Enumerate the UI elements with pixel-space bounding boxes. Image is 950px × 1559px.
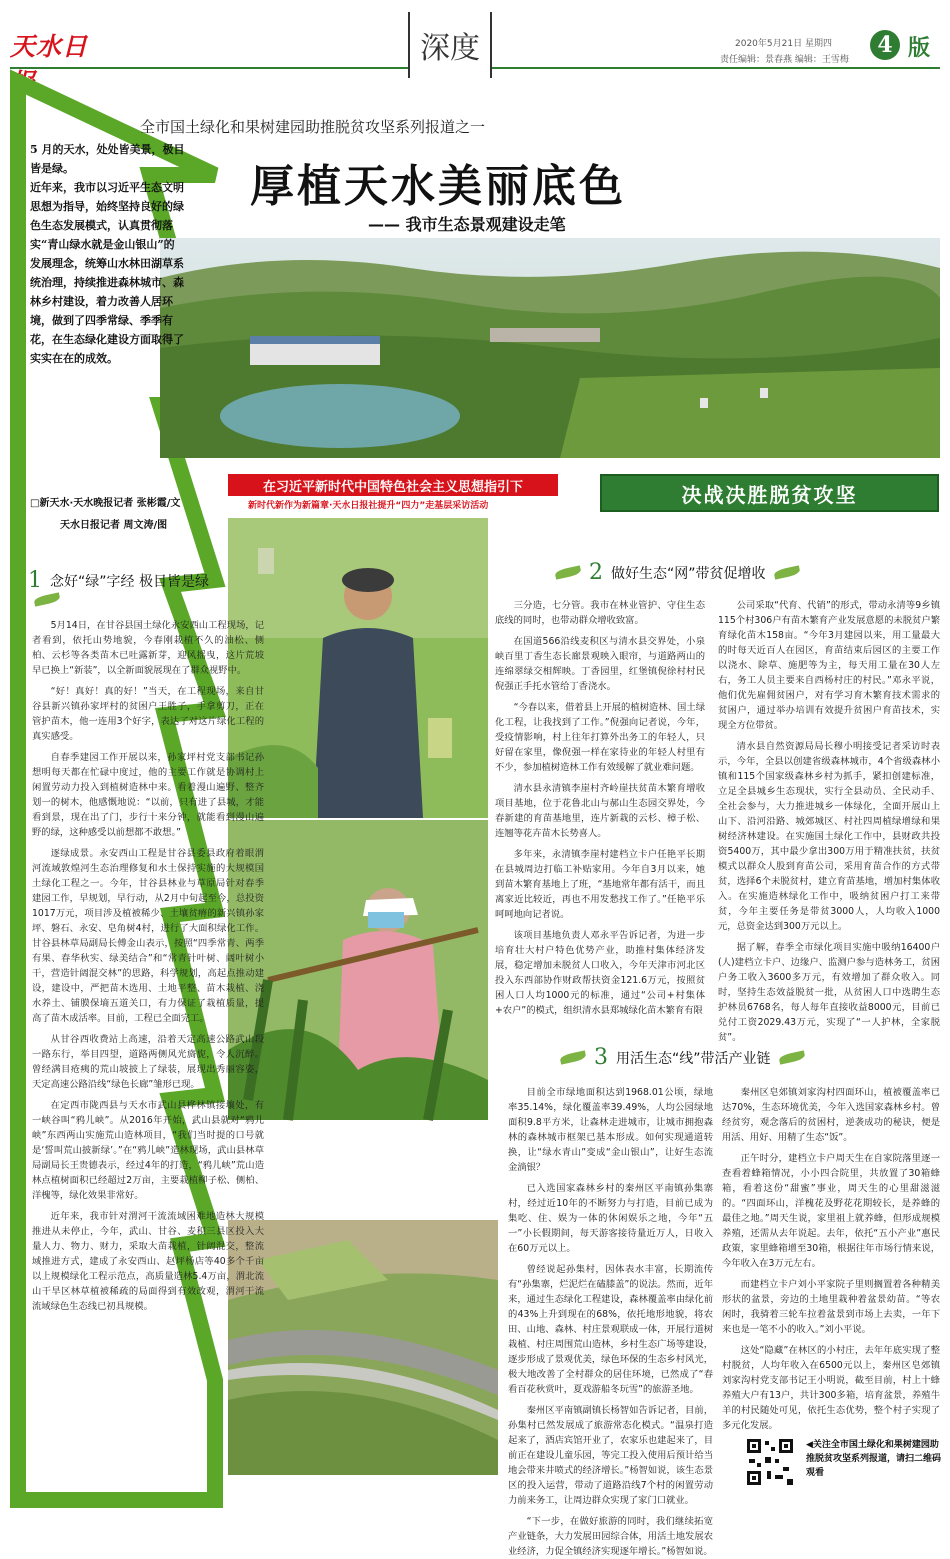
article-paragraph: 从甘谷西收费站上高速，沿着天定高速公路武山段一路东行，举目四望，道路两侧风光旖旎，令人沉醉。曾经满目疮痍的荒山坡披上了绿装，展现出秀丽容姿，天定高速公路沿线“绿色长廊”雏形已现。 — [32, 1034, 264, 1090]
article-paragraph: 这处“隐藏”在林区的小村庄，去年年底实现了整村脱贫，人均年收入在6500元以上，秦州区皂郊镇刘家沟村党支部书记王小明说，截至目前，村上十蜂养殖大户有13户，共计300多箱，培育盆景，养殖牛羊的村民随处可见，依托生态优势，整个村子实现了多元化发展。 — [722, 1345, 940, 1431]
issue-date: 2020年5月21日 星期四 — [735, 39, 832, 49]
series-title: 全市国土绿化和果树建园助推脱贫攻坚系列报道之一 — [140, 118, 486, 136]
section-number: 3 — [594, 1045, 608, 1070]
article-paragraph: 已入选国家森林乡村的秦州区平南镇孙集寨村，经过近10年的不断努力与打造，目前已成为集吃、住、娱为一体的休闲娱乐之地，今年“五一”小长假期间，每天游客接待量近万人，日收入在60万元以上。 — [508, 1183, 713, 1254]
qr-code-icon[interactable] — [745, 1437, 795, 1487]
article-paragraph: 清水县永清镇李崖村齐岭崖扶贫苗木繁育增收项目基地，位于花鲁北山与郝山生态园交界处，今春新建的育苗基地里，连片新栽的云杉、樟子松、连翘等花卉苗木长势喜人。 — [495, 783, 705, 839]
article-paragraph: 5月14日，在甘谷县国土绿化永安西山工程现场，记者看到，依托山势地貌，今春刚栽植不久的油松、侧柏、云杉等各类苗木已吐露新芽，迎风摇曳，这片荒坡早已换上“新装”，以全新面貌展现在了群众视野中。 — [32, 620, 264, 676]
section-number: 2 — [589, 560, 603, 585]
section-title: 做好生态“网”带贫促增收 — [611, 565, 766, 582]
farmer-photo — [228, 518, 488, 818]
landscape-photo — [160, 238, 940, 458]
leaf-icon — [773, 565, 800, 579]
article-paragraph: 在国道566沿线麦积区与清水县交界处，小泉峡百里丁香生态长廊景观映入眼帘，与道路两山的连绵翠绿交相辉映。丁香园里，红堡镇倪徐村村民倪强正手托水管给丁香浇水。 — [495, 636, 705, 692]
article-paragraph: 据了解，春季全市绿化项目实施中吸纳16400户(人)建档立卡户、边缘户、监测户参与造林务工，贫困户务工收入3600多万元，有效增加了群众收入。同时，坚持生态效益脱贫一批，从贫困人口中选聘生态护林员6768名，每人每年直接收益8000元，目前已兑付工资2029.43万元，实现了“一人护林，全家脱贫”。 — [718, 942, 940, 1043]
article-paragraph: 逐绿成景。永安西山工程是甘谷县委县政府着眼渭河流域敦煌河生态治理修复和水土保持实施的大规模国土绿化工程之一。今年，甘谷县林业与草原局针对春季建园工作，早规划，早行动，从2月中旬起至今，总投资1017万元，项目涉及植被稀少、土壤贫瘠的新兴镇孙家坪、磐石、永安、皂角树4村，进行了大面积绿化工作。甘谷县林草局副局长傅金山表示，按照“四季常青、两季有果、春华秋实、绿美结合”和“常青针叶树、阔叶树小干，营造针阔混交林”的思路，科学规划，高起点推动建设，建设中，严把苗木选用、土地平整、苗木栽植、浇水养土、铺膜保墒五道关口，有力保证了栽植质量，提高了苗木成活率。目前，工程已全面完工。 — [32, 848, 264, 1024]
section-number: 1 — [28, 568, 42, 593]
article-paragraph: 清水县自然资源局局长穆小明接受记者采访时表示，今年，全县以创建省级森林城市，4个省级森林小镇和115个国家级森林乡村为抓手，紧扣创建标准，立足全县城乡生态现状，实行全县动员、全民动手、全社会参与，大力推进城乡一体绿化，全面开展山上山下、沿河沿路、城郊城区、村社四周植绿增绿和果树经济林建设。在实施国土绿化工作中，县财政共投资5400万，其中最少拿出300万用于精准扶贫，扶贫模式以群众人股到育苗公司，采用育苗合作的方式带贫，选择6个未脱贫村，建立育苗基地，增加村集体收入。在实施造林绿化工作中，吸纳贫困户打工来带贫，今年主要任务是带贫3000人，人均收入1000元，总资金达到300万元以上。 — [718, 741, 940, 932]
article-paragraph: 目前全市绿地面积达到1968.01公顷，绿地率35.14%，绿化覆盖率39.49%，人均公园绿地面积9.8平方米，让森林走进城市，让城市拥抱森林的森林城市框架已基本形成。如何实现通道转换，让“绿水青山”变成“金山银山”，让好生态流金淌银？ — [508, 1087, 713, 1173]
sub-headline: —— 我市生态景观建设走笔 — [368, 215, 566, 234]
article-paragraph: 三分造，七分管。我市在林业管护、守住生态底线的同时，也带动群众增收致富。 — [495, 600, 705, 626]
section-2-header — [555, 560, 800, 585]
section-title: 用活生态“线”带活产业链 — [616, 1050, 771, 1067]
article-paragraph: 秦州区平南镇副镇长杨智如告诉记者，目前，孙集村已然发展成了旅游常态化模式。“温泉打造起来了，酒店宾馆开业了，农家乐也建起来了，目前正在建设儿童乐园，等完工投入使用后预计给当地会带来井喷式的经济增长。”杨智如说，该生态景区的投入运营，带动了道路沿线7个村的闲置劳动力前来务工，让周边群众实现了家门口就业。 — [508, 1405, 713, 1506]
article-paragraph: 正午时分，建档立卡户周天生在自家院落里逐一查看着蜂箱情况，小小四合院里，共放置了30箱蜂箱，看着这份“甜蜜”事业，周天生的心里甜滋滋的。“四面环山，洋槐花及野花花期较长，是养蜂的最佳之地。”周天生说，家里祖上就养蜂，但形成规模养殖，还需从去年说起。去年，依托“五小产业”惠民政策，家里蜂箱增至30箱，根据往年市场行情来说，今年收入在3万元左右。 — [722, 1153, 940, 1269]
leaf-icon — [778, 1050, 805, 1064]
poverty-banner: 决战决胜脱贫攻坚 — [600, 474, 939, 512]
article-column-3 — [718, 598, 940, 1043]
article-paragraph: 近年来，我市针对渭河干流流域困难地造林大规模推进从未停止，今年，武山、甘谷、麦积三县区投入大量人力、物力、财力，采取大苗栽植，针阔混交，整流域推进方式，建成了永安西山、赵坪杨店等40多个千亩以上规模绿化工程示范点，高质量造林5.4万亩，渭北流山干旱区林草植被稀疏的局面得到有效改观，渭河干流流域绿色生态线已初具规模。 — [32, 1211, 264, 1312]
byline — [30, 493, 180, 537]
section-3-header — [560, 1045, 805, 1070]
page-number-badge: 4 — [870, 30, 900, 60]
article-paragraph: 在定西市陇西县与天水市武山县桦林镇接壤处，有一峡谷叫“鸦儿峡”。从2016年开始，武山县就对“鸦儿峡”东西两山实施荒山造林项目，“我们当时提的口号就是‘誓叫荒山披新绿’。”在“鸦儿峡”造林现场，武山县林草局副局长王贵德表示，经过4年的打造，“鸦儿峡”荒山造林点植树面积已经超过2万亩，主要栽植柳子松、侧柏、洋槐等，绿化效果非常好。 — [32, 1100, 264, 1201]
article-column-5 — [722, 1085, 940, 1431]
byline-writer: □新天水·天水晚报记者 张彬霞/文 — [30, 498, 181, 509]
article-column-1 — [32, 618, 264, 1418]
leaf-icon — [554, 565, 581, 579]
headline: 厚植天水美丽底色 — [250, 161, 626, 212]
article-paragraph: 秦州区皂郊镇刘家沟村四面环山，植被覆盖率已达70%，生态环境优美，今年入选国家森林乡村。曾经贫穷，观念落后的贫困村，逆袭成功的秘诀，便是用活、用好、用精了生态“饭”。 — [722, 1087, 940, 1143]
section-1-header — [28, 568, 209, 593]
intro-paragraphs — [30, 140, 185, 368]
campaign-banner: 新时代新作为新篇章·天水日报社提升“四力”走基层采访活动 — [248, 501, 489, 511]
byline-photographer: 天水日报记者 周文涛/图 — [60, 520, 168, 531]
masthead-logo: 天水日 — [10, 32, 89, 61]
leaf-icon — [559, 1050, 586, 1064]
intro-paragraph: 近年来，我市以习近平生态文明思想为指导，始终坚持良好的绿色生态发展模式，认真贯彻落实“青山绿水就是金山银山”的发展理念，统筹山水林田湖草系统治理，持续推进森林城市、森林乡村建设，着力改善人居环境，做到了四季常绿、季季有花，在生态绿化建设方面取得了实实在在的成效。 — [30, 181, 184, 365]
article-paragraph: 该项目基地负责人邓永平告诉记者，为进一步培育壮大村户特色优势产业，助推村集体经济发展，稳定增加未脱贫人口收入，今年天津市河北区投入东西部协作财政帮扶资金121.6万元，按照贫困人口人均1000元的标准，通过“公司+村集体+农户”的模式，组织清水县郑城绿化苗木繁育有限 — [495, 930, 705, 1016]
intro-paragraph: 5 月的天水，处处皆美景，极目皆是绿。 — [30, 143, 185, 175]
planting-photo — [228, 820, 488, 1120]
article-paragraph: “今春以来，借着县上开展的植树造林、国土绿化工程，让我找到了工作。”倪强向记者说，今年，受疫情影响，村上往年打算外出务工的年轻人，只好留在家里，像倪强一样在家待业的年轻人村里有不少，参加植树造林工作有效缓解了就业难问题。 — [495, 702, 705, 773]
page-number-suffix: 版 — [908, 35, 931, 61]
article-paragraph: “下一步，在做好旅游的同时，我们继续拓宽产业链条，大力发展田园综合体，用活土地发展农业经济，力促全镇经济实现逐年增长。”杨智如说。 — [508, 1516, 713, 1557]
section-label: 深度 — [408, 12, 492, 78]
section-title: 念好“绿”字经 极目皆是绿 — [50, 573, 209, 590]
article-paragraph: 公司采取“代育、代销”的形式，带动永清等9乡镇115个村306户有苗木繁育产业发展意愿的未脱贫户繁育绿化苗木158亩。“今年3月建园以来，用工量最大的时每天近百人在园区，育苗结束后园区的主要工作以浇水、除草、施肥等为主，每天用工量在30人左右，务工人员主要来自西杨村庄的村民。”邓永平说，他们优先雇佣贫困户，对有学习育木繁育技术需求的贫困户，通过举办培训有效提升贫困户育苗技术，实现全方位带贫。 — [718, 600, 940, 731]
article-paragraph: “好！真好！真的好！”当天，在工程现场，来自甘谷县新兴镇孙家坪村的贫困户王胜子，手拿剪刀，正在管护苗木，他一连用3个好字，表达了对这片绿化工程的真实感受。 — [32, 686, 264, 742]
article-column-4 — [508, 1085, 713, 1557]
article-paragraph: 而建档立卡户刘小平家院子里则搁置着各种精美形状的盆景，旁边的土地里栽种着盆景幼苗。“等农闲时，我骑着三轮车拉着盆景到市场上去卖，一年下来也是一笔不小的收入。”刘小平说。 — [722, 1279, 940, 1335]
qr-caption: ◀关注全市国土绿化和果树建园助推脱贫攻坚系列报道，请扫二维码观看 — [806, 1440, 942, 1478]
article-paragraph: 多年来，永清镇李崖村建档立卡户任艳平长期在县城周边打临工补贴家用。今年自3月以来，她到苗木繁育基地上了班，“基地常年都有活干，而且离家近比较近，再也不用发愁找工作了。”任艳平乐呵呵地向记者说。 — [495, 849, 705, 920]
article-column-2 — [495, 598, 705, 1028]
editor-credits: 责任编辑：景春燕 编辑：王雪梅 — [720, 55, 849, 65]
article-paragraph: 自春季建园工作开展以来，孙家坪村党支部书记孙想明每天都在忙碌中度过，他的主要工作就是协调村上闲置劳动力投入到植树造林中来。看着漫山遍野、整齐划一的树木，他感慨地说：“以前，只有进了县城，才能看到景，现在出了门，步行十来分钟，就能看到漫山遍野的绿，这种感受以前想都不敢想。” — [32, 752, 264, 838]
highway-photo — [228, 1220, 498, 1475]
article-paragraph: 曾经说起孙集村，因体表水丰富，长期流传有“孙集寨，烂泥烂在磕膝盖”的说法。然而，近年来，通过生态绿化工程建设，森林覆盖率由绿化前的43%上升到现在的68%，依托地形地貌，将农田、山地、森林、村庄景观联成一体，开展行道树栽植、村庄周围荒山造林，乡村生态广场等建设，逐步形成了景观优美，绿色环保的生态乡村风光，极大地改善了全村群众的居住环境，已然成了“春看百花秋赏叶，夏戏游船冬玩雪”的旅游圣地。 — [508, 1264, 713, 1395]
thought-banner: 在习近平新时代中国特色社会主义思想指引下 — [228, 474, 558, 496]
